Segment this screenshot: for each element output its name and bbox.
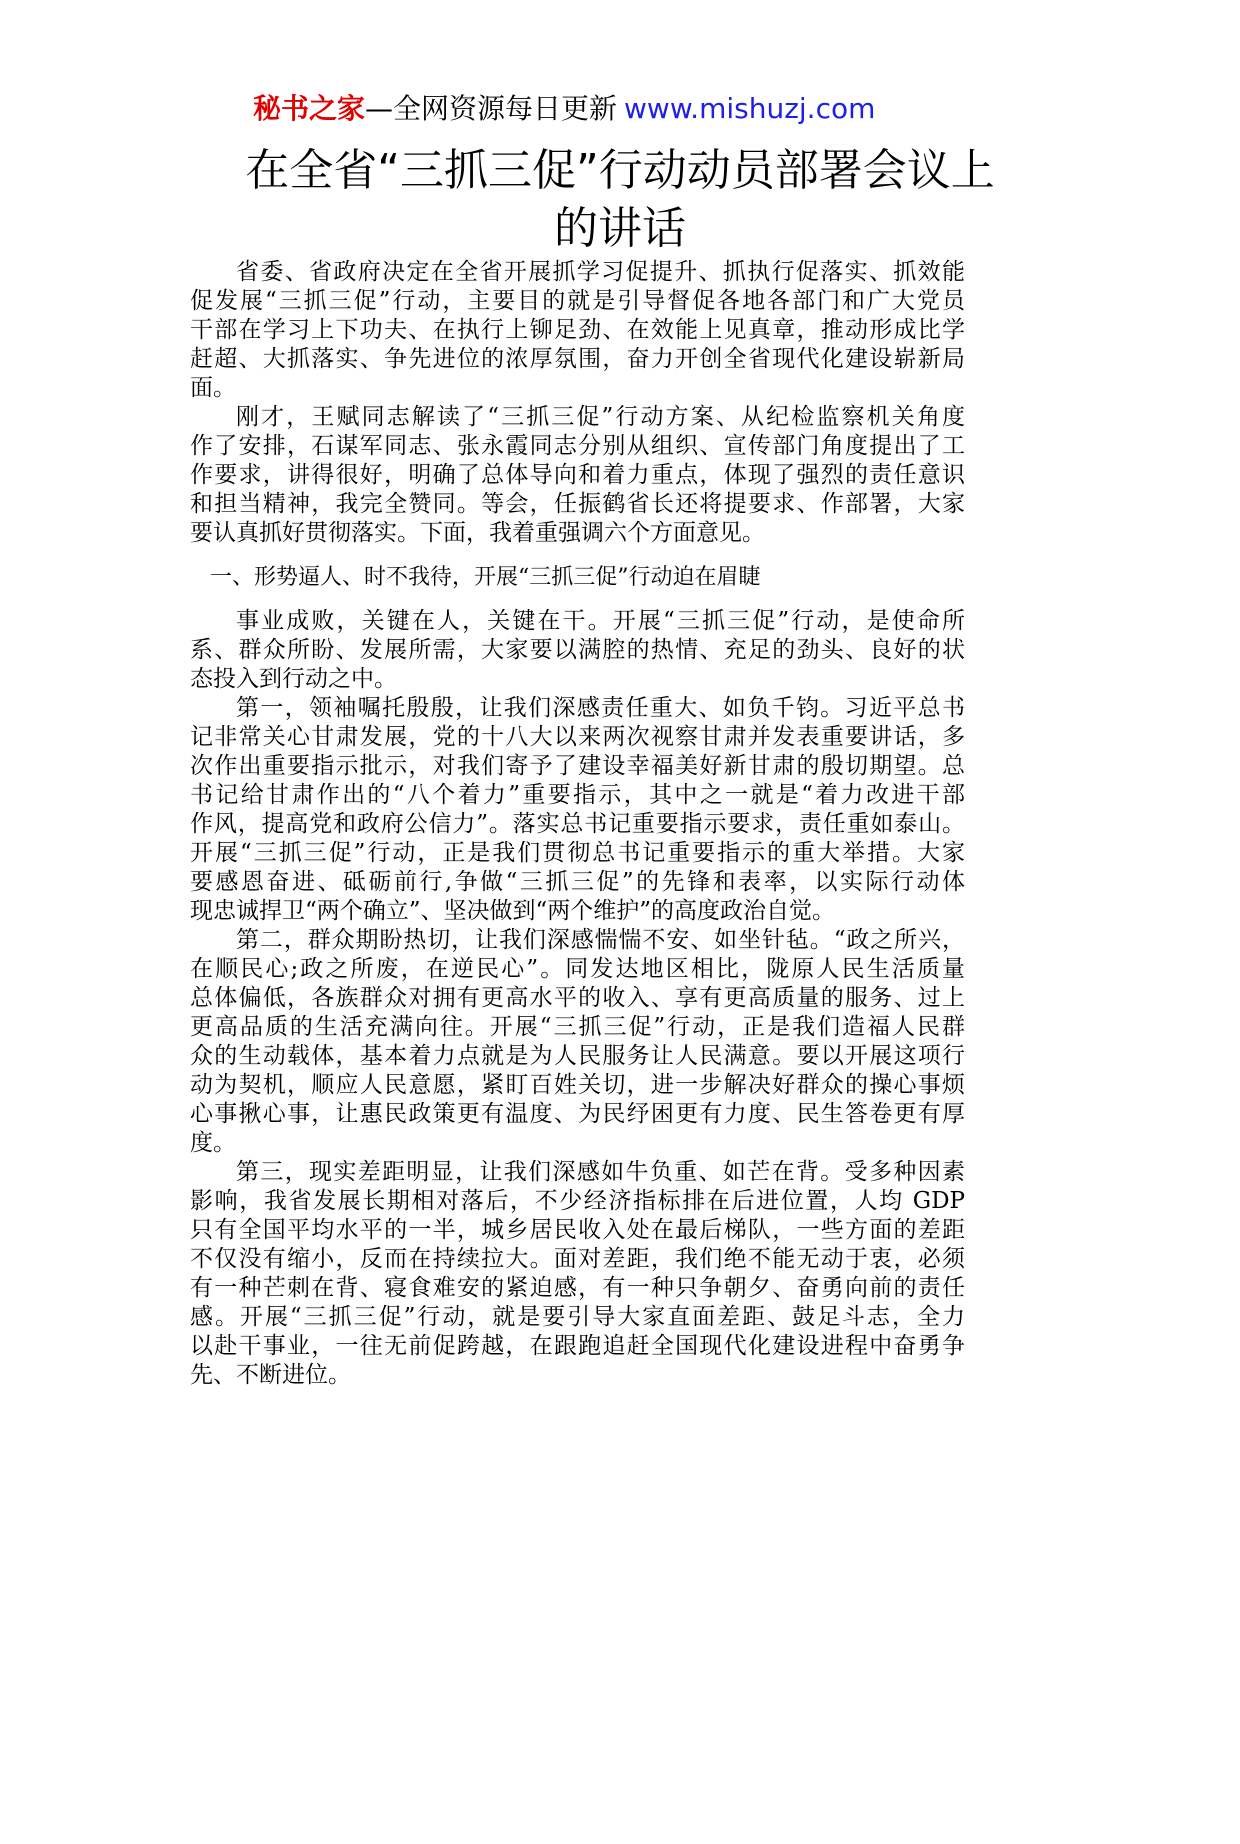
paragraph-line: 有一种芒刺在背、寝食难安的紧迫感，有一种只争朝夕、奋勇向前的责任 bbox=[190, 1275, 965, 1301]
document-title bbox=[0, 142, 1240, 258]
paragraph-line: 心事揪心事，让惠民政策更有温度、为民纾困更有力度、民生答卷更有厚 bbox=[190, 1101, 965, 1127]
paragraph-line: 要感恩奋进、砥砺前行,争做“三抓三促”的先锋和表率，以实际行动体 bbox=[190, 869, 965, 895]
site-tagline: —全网资源每日更新 bbox=[365, 92, 618, 125]
paragraph-line: 省委、省政府决定在全省开展抓学习促提升、抓执行促落实、抓效能 bbox=[236, 259, 965, 285]
paragraph-line: 第三，现实差距明显，让我们深感如牛负重、如芒在背。受多种因素 bbox=[236, 1159, 965, 1185]
paragraph bbox=[190, 694, 965, 926]
document-body bbox=[190, 258, 965, 1390]
paragraph bbox=[190, 1158, 965, 1390]
title-line: 的讲话 bbox=[554, 203, 686, 254]
paragraph-line: 在顺民心;政之所废，在逆民心”。同发达地区相比，陇原人民生活质量 bbox=[190, 956, 965, 982]
paragraph-line: 作要求，讲得很好，明确了总体导向和着力重点，体现了强烈的责任意识 bbox=[190, 462, 965, 488]
paragraph-line: 只有全国平均水平的一半，城乡居民收入处在最后梯队，一些方面的差距 bbox=[190, 1217, 965, 1243]
section-heading: 一、形势逼人、时不我待，开展“三抓三促”行动迫在眉睫 bbox=[210, 565, 761, 590]
title-line: 在全省“三抓三促”行动动员部署会议上 bbox=[245, 145, 995, 196]
paragraph-line: 感。开展“三抓三促”行动，就是要引导大家直面差距、鼓足斗志，全力 bbox=[190, 1304, 965, 1330]
paragraph-line: 书记给甘肃作出的“八个着力”重要指示，其中之一就是“着力改进干部 bbox=[190, 782, 965, 808]
paragraph-line: 第一，领袖嘱托殷殷，让我们深感责任重大、如负千钧。习近平总书 bbox=[236, 695, 965, 721]
paragraph-line: 赶超、大抓落实、争先进位的浓厚氛围，奋力开创全省现代化建设崭新局 bbox=[190, 346, 965, 372]
paragraph-line: 第二，群众期盼热切，让我们深感惴惴不安、如坐针毡。“政之所兴， bbox=[236, 927, 965, 953]
paragraph bbox=[190, 607, 965, 694]
site-banner bbox=[0, 90, 1240, 128]
paragraph bbox=[190, 926, 965, 1158]
paragraph-line: 作了安排，石谋军同志、张永霞同志分别从组织、宣传部门角度提出了工 bbox=[190, 433, 965, 459]
paragraph-line: 总体偏低，各族群众对拥有更高水平的收入、享有更高质量的服务、过上 bbox=[190, 985, 965, 1011]
paragraph-line: 度。 bbox=[190, 1130, 236, 1156]
paragraph-line: 要认真抓好贯彻落实。下面，我着重强调六个方面意见。 bbox=[190, 520, 765, 546]
paragraph-line: 不仅没有缩小，反而在持续拉大。面对差距，我们绝不能无动于衷，必须 bbox=[190, 1246, 965, 1272]
paragraph-line: 刚才，王赋同志解读了“三抓三促”行动方案、从纪检监察机关角度 bbox=[236, 404, 965, 430]
paragraph-line: 事业成败，关键在人，关键在干。开展“三抓三促”行动，是使命所 bbox=[236, 608, 965, 634]
paragraph-line: 更高品质的生活充满向往。开展“三抓三促”行动，正是我们造福人民群 bbox=[190, 1014, 965, 1040]
paragraph-line: 开展“三抓三促”行动，正是我们贯彻总书记重要指示的重大举措。大家 bbox=[190, 840, 965, 866]
paragraph-line: 面。 bbox=[190, 375, 236, 401]
paragraph-line: 次作出重要指示批示，对我们寄予了建设幸福美好新甘肃的殷切期望。总 bbox=[190, 753, 965, 779]
site-brand-name: 秘书之家 bbox=[253, 92, 366, 125]
paragraph-line: 系、群众所盼、发展所需，大家要以满腔的热情、充足的劲头、良好的状 bbox=[190, 637, 965, 663]
paragraph-line: 动为契机，顺应人民意愿，紧盯百姓关切，进一步解决好群众的操心事烦 bbox=[190, 1072, 965, 1098]
paragraph-line: 作风，提高党和政府公信力”。落实总书记重要指示要求，责任重如泰山。 bbox=[190, 811, 965, 837]
paragraph-line: 干部在学习上下功夫、在执行上铆足劲、在效能上见真章，推动形成比学 bbox=[190, 317, 965, 343]
site-url: www.mishuzj.com bbox=[624, 92, 876, 125]
paragraph-line: 影响，我省发展长期相对落后，不少经济指标排在后进位置，人均 GDP bbox=[190, 1188, 965, 1214]
paragraph-line: 态投入到行动之中。 bbox=[190, 666, 397, 692]
paragraph-line: 先、不断进位。 bbox=[190, 1362, 351, 1388]
paragraph-line: 记非常关心甘肃发展，党的十八大以来两次视察甘肃并发表重要讲话，多 bbox=[190, 724, 965, 750]
paragraph-line: 现忠诚捍卫“两个确立”、坚决做到“两个维护”的高度政治自觉。 bbox=[190, 898, 836, 924]
paragraph-line: 众的生动载体，基本着力点就是为人民服务让人民满意。要以开展这项行 bbox=[190, 1043, 965, 1069]
paragraph bbox=[190, 258, 965, 403]
paragraph-line: 促发展“三抓三促”行动，主要目的就是引导督促各地各部门和广大党员 bbox=[190, 288, 965, 314]
paragraph bbox=[190, 403, 965, 548]
paragraph-line: 以赴干事业，一往无前促跨越，在跟跑追赶全国现代化建设进程中奋勇争 bbox=[190, 1333, 965, 1359]
paragraph-line: 和担当精神，我完全赞同。等会，任振鹤省长还将提要求、作部署，大家 bbox=[190, 491, 965, 517]
document-page bbox=[0, 90, 1240, 1844]
